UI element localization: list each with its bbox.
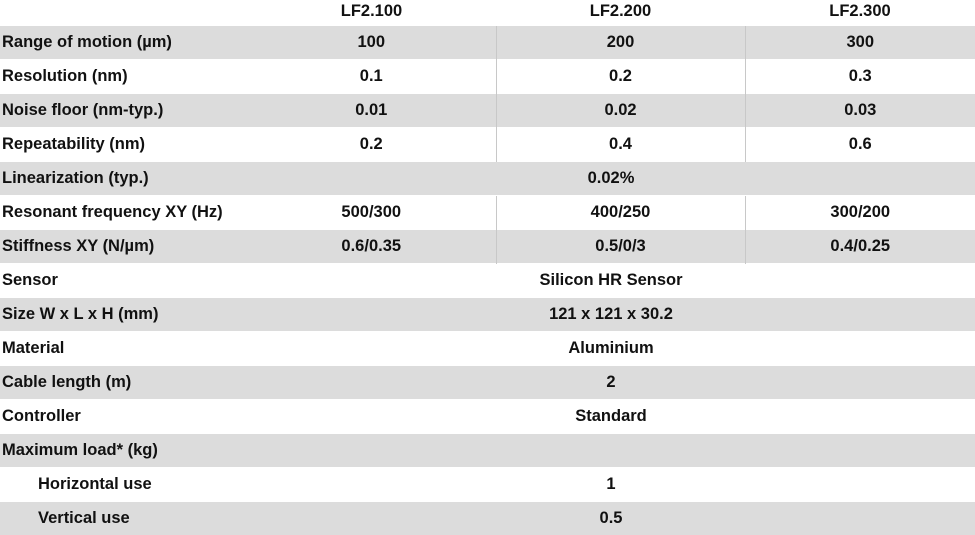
table-row [0,230,975,264]
cell-value: 500/300 [247,196,496,230]
cell-value: 300/200 [745,196,975,230]
cell-value: 0.4/0.25 [745,230,975,264]
cell-value: 400/250 [496,196,745,230]
row-label: Vertical use [0,502,247,535]
cell-value: 0.01 [247,94,496,128]
cell-value-merged: Silicon HR Sensor [247,264,975,298]
table-row [0,196,975,230]
table-row [0,60,975,94]
cell-value-merged: Aluminium [247,332,975,366]
row-label: Repeatability (nm) [0,128,247,162]
cell-value: 0.6 [745,128,975,162]
cell-value: 0.6/0.35 [247,230,496,264]
table-row [0,502,975,535]
cell-value-merged: 2 [247,366,975,400]
cell-value: 200 [496,26,745,60]
cell-value: 0.5/0/3 [496,230,745,264]
cell-value: 0.3 [745,60,975,94]
cell-value-merged: 121 x 121 x 30.2 [247,298,975,332]
cell-value: 0.1 [247,60,496,94]
header-cell-lf2-300: LF2.300 [745,0,975,26]
cell-value: 0.2 [247,128,496,162]
cell-value-merged [247,434,975,468]
header-row [0,0,975,26]
cell-value: 0.2 [496,60,745,94]
cell-value: 0.02 [496,94,745,128]
table-row [0,162,975,196]
row-label: Resonant frequency XY (Hz) [0,196,247,230]
row-label: Linearization (typ.) [0,162,247,196]
cell-value: 0.4 [496,128,745,162]
row-label: Stiffness XY (N/µm) [0,230,247,264]
header-cell-lf2-100: LF2.100 [247,0,496,26]
table-row [0,298,975,332]
cell-value-merged: 0.5 [247,502,975,535]
cell-value: 0.03 [745,94,975,128]
table-row [0,264,975,298]
row-label: Horizontal use [0,468,247,502]
table-row [0,26,975,60]
cell-value-merged: 1 [247,468,975,502]
table-row [0,94,975,128]
table-row [0,400,975,434]
row-label: Size W x L x H (mm) [0,298,247,332]
table-row [0,366,975,400]
table-row [0,468,975,502]
cell-value: 300 [745,26,975,60]
cell-value-merged: Standard [247,400,975,434]
row-label: Material [0,332,247,366]
row-label: Noise floor (nm-typ.) [0,94,247,128]
cell-value: 100 [247,26,496,60]
row-label: Resolution (nm) [0,60,247,94]
row-label: Range of motion (µm) [0,26,247,60]
cell-value-merged: 0.02% [247,162,975,196]
row-label: Maximum load* (kg) [0,434,247,468]
row-label: Cable length (m) [0,366,247,400]
header-cell-label [0,0,247,26]
table-row [0,434,975,468]
header-cell-lf2-200: LF2.200 [496,0,745,26]
table-row [0,332,975,366]
row-label: Sensor [0,264,247,298]
table-row [0,128,975,162]
row-label: Controller [0,400,247,434]
